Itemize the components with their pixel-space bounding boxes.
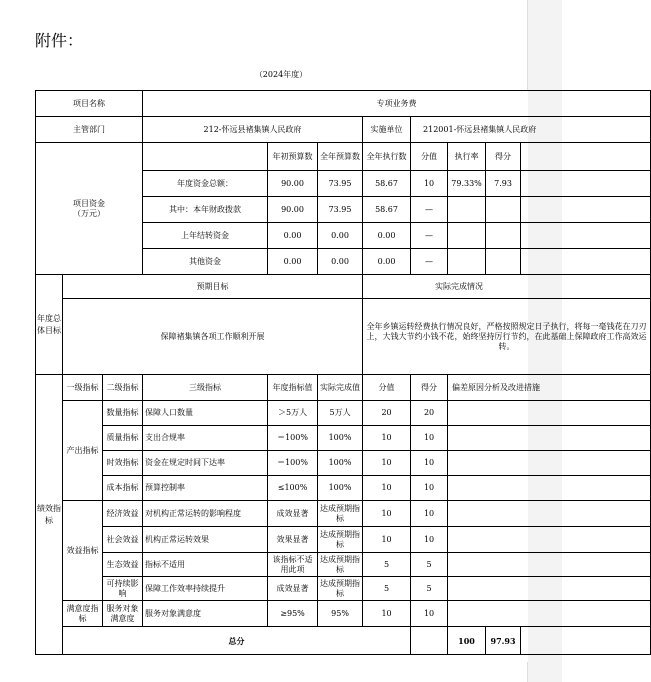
funds-row-score-value: — — [411, 249, 448, 275]
indicator-note — [448, 401, 651, 426]
funds-row-executed: 0.00 — [363, 249, 411, 275]
indicator-target: 成效显著 — [268, 501, 318, 527]
indicator-target: 该指标不适用此项 — [268, 553, 318, 577]
indicator-target: 效果显著 — [268, 527, 318, 553]
indicator-level3: 支出合规率 — [143, 426, 268, 451]
performance-self-evaluation-table — [35, 90, 651, 655]
indicator-note — [448, 577, 651, 601]
indicator-level3: 保障人口数量 — [143, 401, 268, 426]
indicator-header-level1: 一级指标 — [63, 375, 103, 401]
funds-row-executed: 0.00 — [363, 223, 411, 249]
indicator-value: 10 — [363, 601, 411, 627]
indicator-note — [448, 553, 651, 577]
label-expected-goal: 预期目标 — [63, 275, 363, 299]
indicator-score: 5 — [411, 577, 448, 601]
row-funds-header — [36, 143, 651, 171]
value-department: 212-怀远县褚集镇人民政府 — [143, 117, 363, 143]
row-goals-header — [36, 275, 651, 299]
row-goals-content — [36, 299, 651, 375]
indicator-value: 10 — [363, 527, 411, 553]
indicator-target: ＝100% — [268, 451, 318, 476]
funds-row-initial: 0.00 — [268, 223, 318, 249]
label-actual-completion: 实际完成情况 — [363, 275, 651, 299]
indicator-level2: 成本指标 — [103, 476, 143, 501]
label-annual-goals: 年度总体目标 — [36, 275, 63, 375]
indicator-level2: 经济效益 — [103, 501, 143, 527]
indicator-score: 10 — [411, 426, 448, 451]
indicator-level2: 可持续影响 — [103, 577, 143, 601]
indicator-row — [36, 601, 651, 627]
indicator-score: 10 — [411, 501, 448, 527]
funds-row-executed: 58.67 — [363, 197, 411, 223]
indicator-value: 10 — [363, 476, 411, 501]
indicator-level2: 质量指标 — [103, 426, 143, 451]
funds-header-initial: 年初预算数 — [268, 143, 318, 171]
indicator-value: 5 — [363, 553, 411, 577]
indicator-actual: 95% — [318, 601, 363, 627]
indicator-value: 20 — [363, 401, 411, 426]
total-blank — [411, 627, 448, 655]
indicator-value: 10 — [363, 501, 411, 527]
indicator-header-level2: 二级指标 — [103, 375, 143, 401]
label-implementer: 实施单位 — [363, 117, 411, 143]
funds-row-blank — [521, 249, 651, 275]
value-implementer: 212001-怀远县褚集镇人民政府 — [411, 117, 651, 143]
indicator-row — [36, 577, 651, 601]
indicator-score: 10 — [411, 527, 448, 553]
row-project-name — [36, 91, 651, 117]
indicator-value: 5 — [363, 577, 411, 601]
performance-table-viewport[interactable] — [35, 90, 647, 662]
funds-row-name: 其中：本年财政拨款 — [143, 197, 268, 223]
indicator-target: ＞5万人 — [268, 401, 318, 426]
page-title: 附件： — [35, 31, 84, 50]
indicator-actual: 达成预期指标 — [318, 501, 363, 527]
indicator-value: 10 — [363, 451, 411, 476]
actual-completion-text: 全年乡镇运转经费执行情况良好，严格按照规定日子执行，将每一毫钱花在刀刃上，大钱大节约小钱不花，始终坚持厉行节约，在此基础上保障政府工作高效运转。 — [363, 299, 651, 375]
indicator-actual: 100% — [318, 476, 363, 501]
row-total — [36, 627, 651, 655]
indicator-level1: 效益指标 — [63, 501, 103, 601]
funds-row-initial: 90.00 — [268, 171, 318, 197]
funds-row-name: 其他资金 — [143, 249, 268, 275]
funds-header-executed: 全年执行数 — [363, 143, 411, 171]
funds-row-annual: 0.00 — [318, 223, 363, 249]
funds-row-score: 7.93 — [486, 171, 521, 197]
indicator-note — [448, 527, 651, 553]
funds-row-name: 上年结转资金 — [143, 223, 268, 249]
indicator-target: 成效显著 — [268, 577, 318, 601]
funds-row-name: 年度资金总额： — [143, 171, 268, 197]
indicator-row — [36, 527, 651, 553]
indicator-level2: 生态效益 — [103, 553, 143, 577]
indicator-header-target: 年度指标值 — [268, 375, 318, 401]
indicator-row — [36, 501, 651, 527]
total-note — [521, 627, 651, 655]
indicator-level2: 数量指标 — [103, 401, 143, 426]
funds-row-score — [486, 223, 521, 249]
funds-row-rate: 79.33% — [448, 171, 486, 197]
row-department — [36, 117, 651, 143]
funds-row-rate — [448, 223, 486, 249]
indicator-level3: 对机构正常运转的影响程度 — [143, 501, 268, 527]
total-value: 100 — [448, 627, 486, 655]
funds-row-executed: 58.67 — [363, 171, 411, 197]
funds-row-blank — [521, 197, 651, 223]
funds-row-score-value: 10 — [411, 171, 448, 197]
indicator-actual: 5万人 — [318, 401, 363, 426]
funds-header-score-value: 分值 — [411, 143, 448, 171]
year-label: （2024年度） — [254, 70, 308, 79]
indicator-level1: 产出指标 — [63, 401, 103, 501]
indicator-actual: 100% — [318, 426, 363, 451]
funds-row-score — [486, 197, 521, 223]
indicator-actual: 达成预期指标 — [318, 553, 363, 577]
indicator-target: ≥95% — [268, 601, 318, 627]
indicator-row — [36, 426, 651, 451]
funds-row-blank — [521, 171, 651, 197]
indicator-row — [36, 451, 651, 476]
indicator-target: ＝100% — [268, 426, 318, 451]
funds-row-annual: 73.95 — [318, 171, 363, 197]
indicator-header-level3: 三级指标 — [143, 375, 268, 401]
indicator-value: 10 — [363, 426, 411, 451]
indicator-target: ≤100% — [268, 476, 318, 501]
row-indicator-header — [36, 375, 651, 401]
total-label: 总分 — [63, 627, 411, 655]
indicator-level3: 机构正常运转效果 — [143, 527, 268, 553]
indicator-note — [448, 601, 651, 627]
funds-row-blank — [521, 223, 651, 249]
indicator-note — [448, 501, 651, 527]
indicator-level3: 保障工作效率持续提升 — [143, 577, 268, 601]
funds-row-score — [486, 249, 521, 275]
indicator-level2: 服务对象满意度 — [103, 601, 143, 627]
indicator-score: 10 — [411, 451, 448, 476]
indicator-row — [36, 476, 651, 501]
funds-header-score: 得分 — [486, 143, 521, 171]
label-project-name: 项目名称 — [36, 91, 143, 117]
indicator-score: 10 — [411, 476, 448, 501]
indicator-actual: 100% — [318, 451, 363, 476]
indicator-level1: 满意度指标 — [63, 601, 103, 627]
funds-header-annual: 全年预算数 — [318, 143, 363, 171]
funds-row-score-value: — — [411, 223, 448, 249]
indicator-level3: 预算控制率 — [143, 476, 268, 501]
funds-header-blank — [143, 143, 268, 171]
funds-row-annual: 73.95 — [318, 197, 363, 223]
indicator-level3: 指标不适用 — [143, 553, 268, 577]
indicator-row — [36, 401, 651, 426]
total-score: 97.93 — [486, 627, 521, 655]
indicator-actual: 达成预期指标 — [318, 577, 363, 601]
funds-header-blank-2 — [521, 143, 651, 171]
funds-row-rate — [448, 197, 486, 223]
funds-row-score-value: — — [411, 197, 448, 223]
indicator-level2: 社会效益 — [103, 527, 143, 553]
expected-goal-text: 保障褚集镇各项工作顺利开展 — [63, 299, 363, 375]
label-performance-indicators: 绩效指标 — [36, 375, 63, 655]
funds-row-initial: 90.00 — [268, 197, 318, 223]
indicator-header-deviation: 偏差原因分析及改进措施 — [448, 375, 651, 401]
indicator-score: 20 — [411, 401, 448, 426]
indicator-level3: 资金在规定时间下达率 — [143, 451, 268, 476]
indicator-note — [448, 476, 651, 501]
indicator-level2: 时效指标 — [103, 451, 143, 476]
indicator-score: 5 — [411, 553, 448, 577]
indicator-header-value: 分值 — [363, 375, 411, 401]
indicator-row — [36, 553, 651, 577]
indicator-note — [448, 426, 651, 451]
indicator-actual: 达成预期指标 — [318, 527, 363, 553]
value-project-name: 专项业务费 — [143, 91, 651, 117]
indicator-header-actual: 实际完成值 — [318, 375, 363, 401]
funds-header-rate: 执行率 — [448, 143, 486, 171]
label-department: 主管部门 — [36, 117, 143, 143]
indicator-header-score: 得分 — [411, 375, 448, 401]
indicator-level3: 服务对象满意度 — [143, 601, 268, 627]
funds-row-annual: 0.00 — [318, 249, 363, 275]
funds-row-initial: 0.00 — [268, 249, 318, 275]
label-funds: 项目资金 （万元） — [36, 143, 143, 275]
funds-row-rate — [448, 249, 486, 275]
indicator-score: 10 — [411, 601, 448, 627]
indicator-note — [448, 451, 651, 476]
